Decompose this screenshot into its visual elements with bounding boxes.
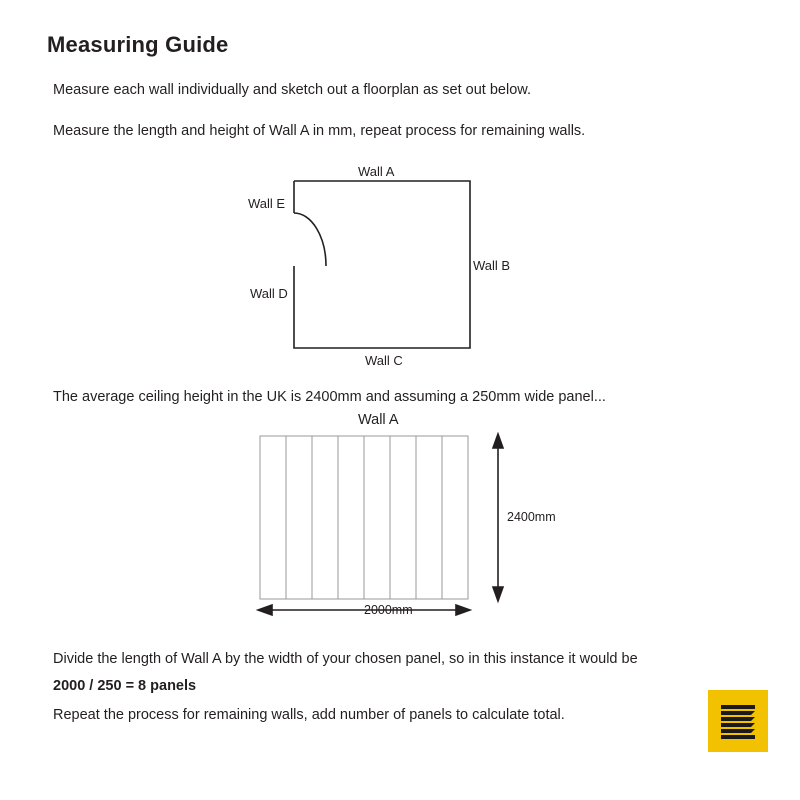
- page-title: Measuring Guide: [47, 32, 229, 57]
- instruction-paragraph: Measure the length and height of Wall A in mm, repeat process for remaining walls.: [53, 123, 586, 139]
- panel-height-label: 2400mm: [507, 510, 556, 524]
- panel-diagram: [230, 410, 570, 630]
- stacked-panels-icon: [717, 699, 759, 743]
- floorplan-label-wall-a: Wall A: [358, 164, 395, 179]
- divide-paragraph: Divide the length of Wall A by the width of your chosen panel, so in this instance it would be: [53, 651, 638, 667]
- panel-diagram-title: Wall A: [358, 412, 399, 428]
- room-outline: [294, 181, 470, 348]
- floorplan-label-wall-b: Wall B: [473, 258, 511, 273]
- floorplan-label-wall-d: Wall D: [250, 286, 288, 301]
- panel-width-label: 2000mm: [364, 603, 413, 617]
- door-swing-arc: [294, 213, 326, 266]
- repeat-paragraph: Repeat the process for remaining walls, add number of panels to calculate total.: [53, 707, 565, 723]
- floorplan-label-wall-c: Wall C: [365, 353, 403, 368]
- calculation-text: 2000 / 250 = 8 panels: [53, 678, 197, 694]
- intro-paragraph: Measure each wall individually and sketch out a floorplan as set out below.: [53, 82, 531, 98]
- ceiling-height-paragraph: The average ceiling height in the UK is 2400mm and assuming a 250mm wide panel...: [53, 389, 606, 405]
- panel-divisions: [286, 436, 442, 599]
- floorplan-label-wall-e: Wall E: [248, 196, 286, 211]
- floorplan-diagram: [230, 160, 550, 370]
- company-logo: [708, 690, 768, 752]
- height-dimension-arrow: [493, 434, 503, 601]
